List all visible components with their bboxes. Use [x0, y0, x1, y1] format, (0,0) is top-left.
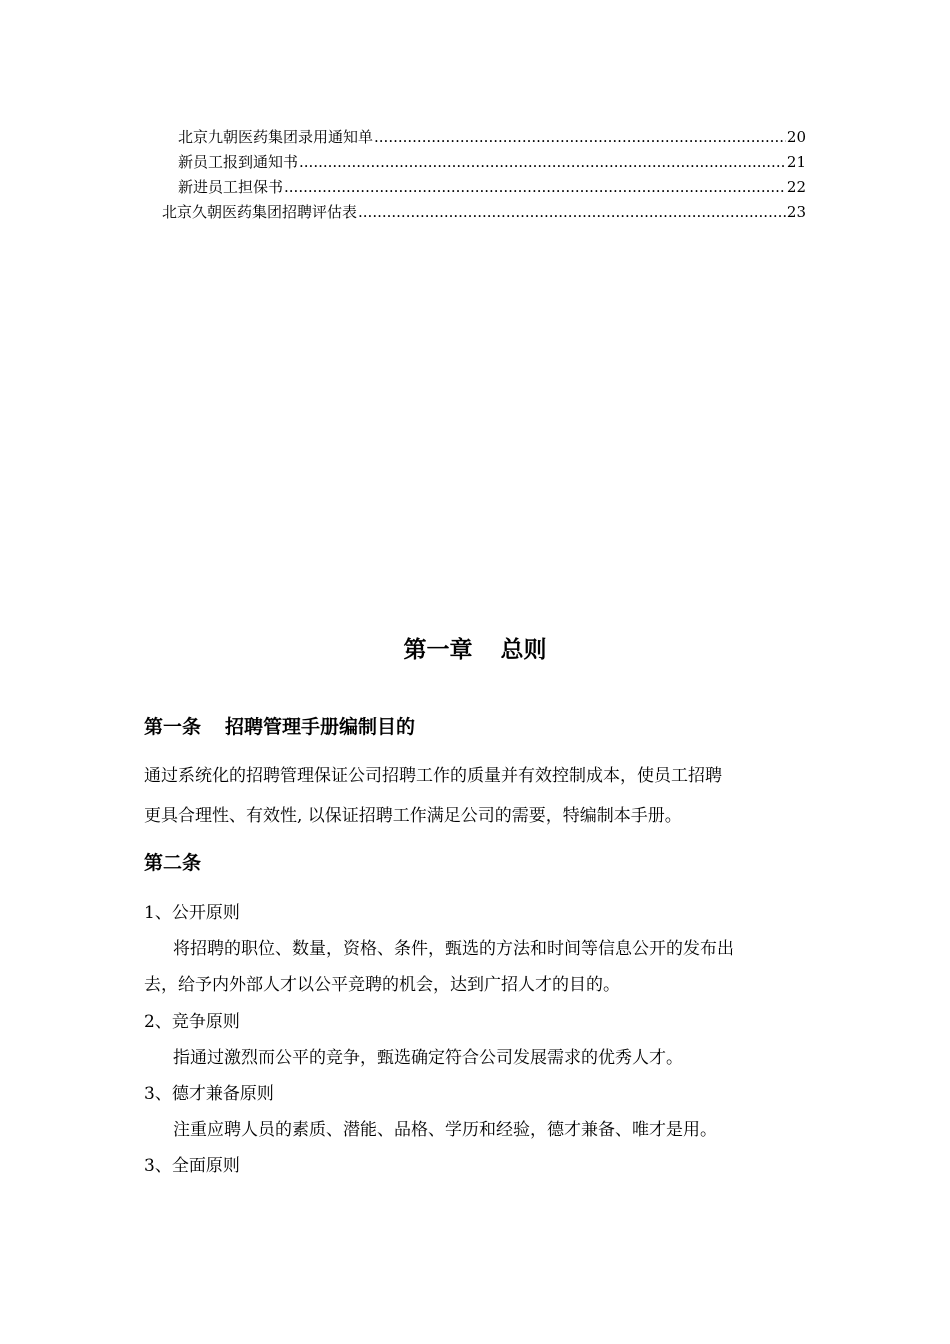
chapter-name: 总则	[500, 637, 547, 663]
article-1-paragraph-line: 更具合理性、有效性, 以保证招聘工作满足公司的需要，特编制本手册。	[144, 806, 682, 826]
principle-label: 2、竞争原则	[144, 1012, 240, 1032]
principle-label: 3、全面原则	[144, 1156, 240, 1176]
toc-dot-leader	[284, 176, 786, 198]
toc-entry-page: 21	[786, 153, 806, 171]
toc-entry-page: 23	[786, 203, 806, 221]
toc-entry[interactable]	[178, 151, 806, 173]
chapter-title	[0, 630, 950, 670]
principle-description-line: 去，给予内外部人才以公平竞聘的机会，达到广招人才的目的。	[144, 975, 620, 995]
toc-entry[interactable]	[178, 176, 806, 198]
principle-description-line: 指通过激烈而公平的竞争，甄选确定符合公司发展需求的优秀人才。	[173, 1048, 683, 1068]
toc-entry-title: 北京久朝医药集团招聘评估表	[162, 203, 358, 221]
toc-entry[interactable]	[162, 201, 806, 223]
toc-entry-title: 北京九朝医药集团录用通知单	[178, 128, 374, 146]
toc-entry-title: 新员工报到通知书	[178, 153, 299, 171]
article-2-heading	[144, 847, 201, 879]
toc-dot-leader	[374, 126, 786, 148]
toc-entry-title: 新进员工担保书	[178, 178, 284, 196]
toc-entry[interactable]	[178, 126, 806, 148]
toc-entry-page: 22	[786, 178, 806, 196]
toc-dot-leader	[299, 151, 786, 173]
toc-entry-page: 20	[786, 128, 806, 146]
principle-label: 1、公开原则	[144, 903, 240, 923]
principle-description-line: 注重应聘人员的素质、潜能、品格、学历和经验，德才兼备、唯才是用。	[173, 1120, 717, 1140]
article-1-heading	[144, 711, 415, 743]
principle-label: 3、德才兼备原则	[144, 1084, 274, 1104]
article-1-paragraph-line: 通过系统化的招聘管理保证公司招聘工作的质量并有效控制成本，使员工招聘	[144, 766, 722, 786]
toc-dot-leader	[358, 201, 786, 223]
article-2-number: 第二条	[144, 852, 202, 874]
chapter-number: 第一章	[403, 637, 473, 663]
article-1-title: 招聘管理手册编制目的	[225, 716, 416, 738]
principle-description-line: 将招聘的职位、数量，资格、条件，甄选的方法和时间等信息公开的发布出	[173, 939, 734, 959]
article-1-number: 第一条	[144, 716, 202, 738]
